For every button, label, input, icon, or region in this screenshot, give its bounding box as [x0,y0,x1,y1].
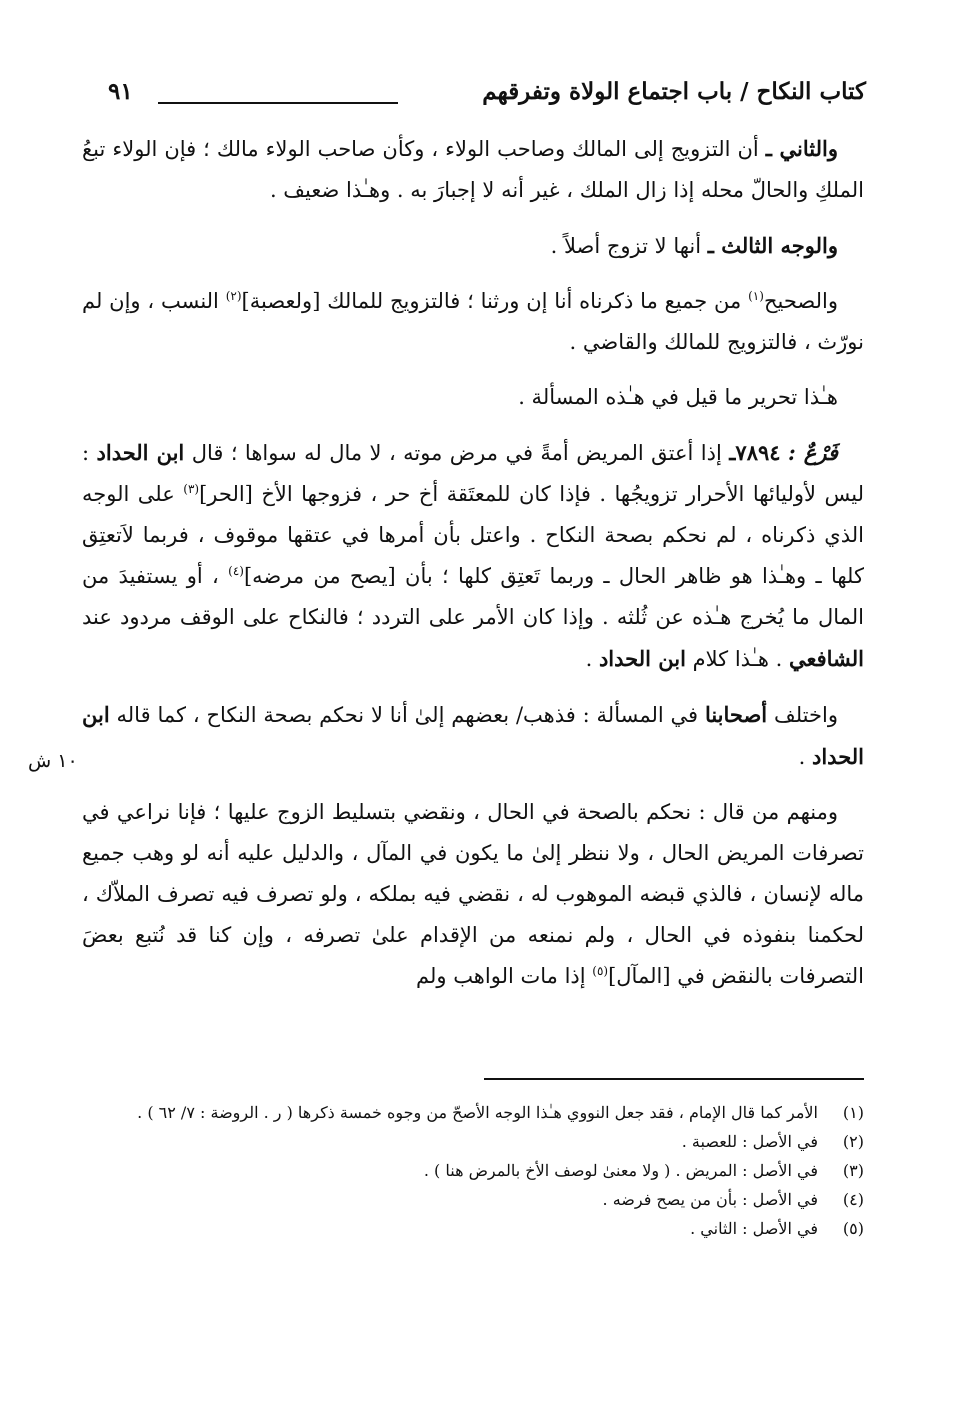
paragraph-other-view [82,792,864,997]
main-text [82,128,864,997]
running-header [100,78,866,122]
footnote-number: (١) [842,1103,864,1122]
text-segment: ومنهم من قال : نحكم بالصحة في الحال ، ونقضي بتسليط الزوج عليها ؛ فإنا نراعي في تصرفات المريض الحال ، ولا ننظر إلىٰ ما يكون في المآل ، والدليل عليه أنه لو وهب جميع ماله لإنسان ، فالذي قبضه الموهوب له ، نقضي فيه بملكه ، ولو تصرف فيه تصرف الملاّك ، لحكمنا بنفوذه في الحال ، ولم نمنعه من الإقدام علىٰ تصرفه ، وإن كنا قد نُتبع بعضَ التصرفات بالنقض في [المآل] [82,800,864,988]
header-rule [158,102,398,104]
scholar-name: الشافعي [788,646,864,671]
text-segment: النسب ، وإن لم نورّث ، فالتزويج للمالك والقاضي . [82,289,864,354]
text-segment: إذا مات الواهب ولم [416,964,586,988]
footnotes [82,1100,864,1245]
footnote [82,1216,864,1242]
footnote-text: في الأصل : المريض . ( ولا معنىٰ لوصف الأخ بالمرض هنا ) . [423,1161,818,1180]
footnote-ref-3[interactable]: (٣) [183,482,200,496]
paragraph-disagreement [82,694,864,778]
footnote-number: (٥) [842,1219,864,1238]
footnote-ref-2[interactable]: (٢) [225,289,242,303]
paragraph-correct-view [82,281,864,363]
paragraph-issue-7894 [82,432,864,680]
footnote-text: في الأصل : للعصبة . [681,1132,818,1151]
text-segment: . [798,745,806,769]
paragraph-text: هـٰذا تحرير ما قيل في هـٰذه المسألة . [518,385,838,409]
footnote [82,1100,864,1126]
scholar-name: ابن الحداد [82,702,864,769]
paragraph-lead: والثاني ـ [765,136,838,161]
text-segment: واختلف [773,703,838,727]
margin-note: ١٠ ش [28,750,78,772]
text-segment: : ليس لأوليائها الأحرار تزويجُها . فإذا كان للمعتَقة أخ حر ، فزوجها الأخ [الحر] [82,441,865,506]
page-number: ٩١ [108,78,133,105]
footnote-number: (٣) [842,1161,864,1180]
text-segment: . [585,647,593,671]
scholar-name: ابن الحداد [96,440,185,465]
text-segment: على الوجه الذي ذكرناه ، لم نحكم بصحة النكاح . واعتل بأن أمرها في عتقها موقوف ، فربما لاَتعتِق كلها ـ وهـٰذا هو ظاهر الحال ـ وربما تَعتِق كلها ؛ بأن [يصح من مرضه] [82,482,864,588]
footnote [82,1187,864,1213]
text-segment: ، أو يستفيدَ من المال ما يُخرج هـٰذه عن ثُلثه . وإذا كان الأمر على التردد ؛ فالنكاح على الوقف مردود عند [82,564,864,629]
text-segment: والصحيح [763,289,838,313]
issue-number: ٧٨٩٤ـ [729,440,781,465]
paragraph-summary [82,377,864,418]
footnote-text: في الأصل : بأن من يصح فرضه . [602,1190,818,1209]
footnote-ref-1[interactable]: (١) [748,289,764,303]
scholar-name: ابن الحداد [598,646,686,671]
footnote-text: الأمر كما قال الإمام ، فقد جعل النووي هـٰذا الوجه الأصحّ من وجوه خمسة ذكرها ( ر . الروضة : ٧/ ٦٢ ) . [137,1103,818,1122]
text-segment: . هـٰذا كلام [692,647,783,671]
paragraph-second-view [82,128,864,211]
footnote-number: (٤) [842,1190,864,1209]
text-segment: في المسألة : فذهب/ بعضهم إلىٰ أنا لا نحكم بصحة النكاح ، كما قاله [116,703,699,727]
paragraph-text: أنها لا تزوج أصلاً . [550,234,702,258]
paragraph-text: أن التزويج إلى المالك وصاحب الولاء ، وكأن صاحب الولاء مالك ؛ فإن الولاء تبعُ الملكِ والحالّ محله إذا زال الملك ، غير أنه لا إجبارَ به . وهـٰذا ضعيف . [82,137,864,202]
footnote-separator [484,1078,864,1080]
footnote-ref-5[interactable]: (٥) [592,964,609,978]
footnote-text: في الأصل : الثاني . [690,1219,818,1238]
companions-term: أصحابنا [704,702,768,727]
text-segment: إذا أعتق المريض أمةً في مرض موته ، لا مال له سواها ؛ قال [191,441,722,465]
footnote [82,1158,864,1184]
subsection-label: فَرْعٌ : [787,440,838,465]
paragraph-third-view [82,225,864,267]
paragraph-lead: والوجه الثالث ـ [707,233,838,258]
footnote [82,1129,864,1155]
footnote-ref-4[interactable]: (٤) [228,564,244,578]
chapter-title: كتاب النكاح / باب اجتماع الولاة وتفرقهم [482,78,866,105]
text-segment: من جميع ما ذكرناه أنا إن ورثنا ؛ فالتزويج للمالك [ولعصبة] [241,289,742,313]
footnote-number: (٢) [842,1132,864,1151]
